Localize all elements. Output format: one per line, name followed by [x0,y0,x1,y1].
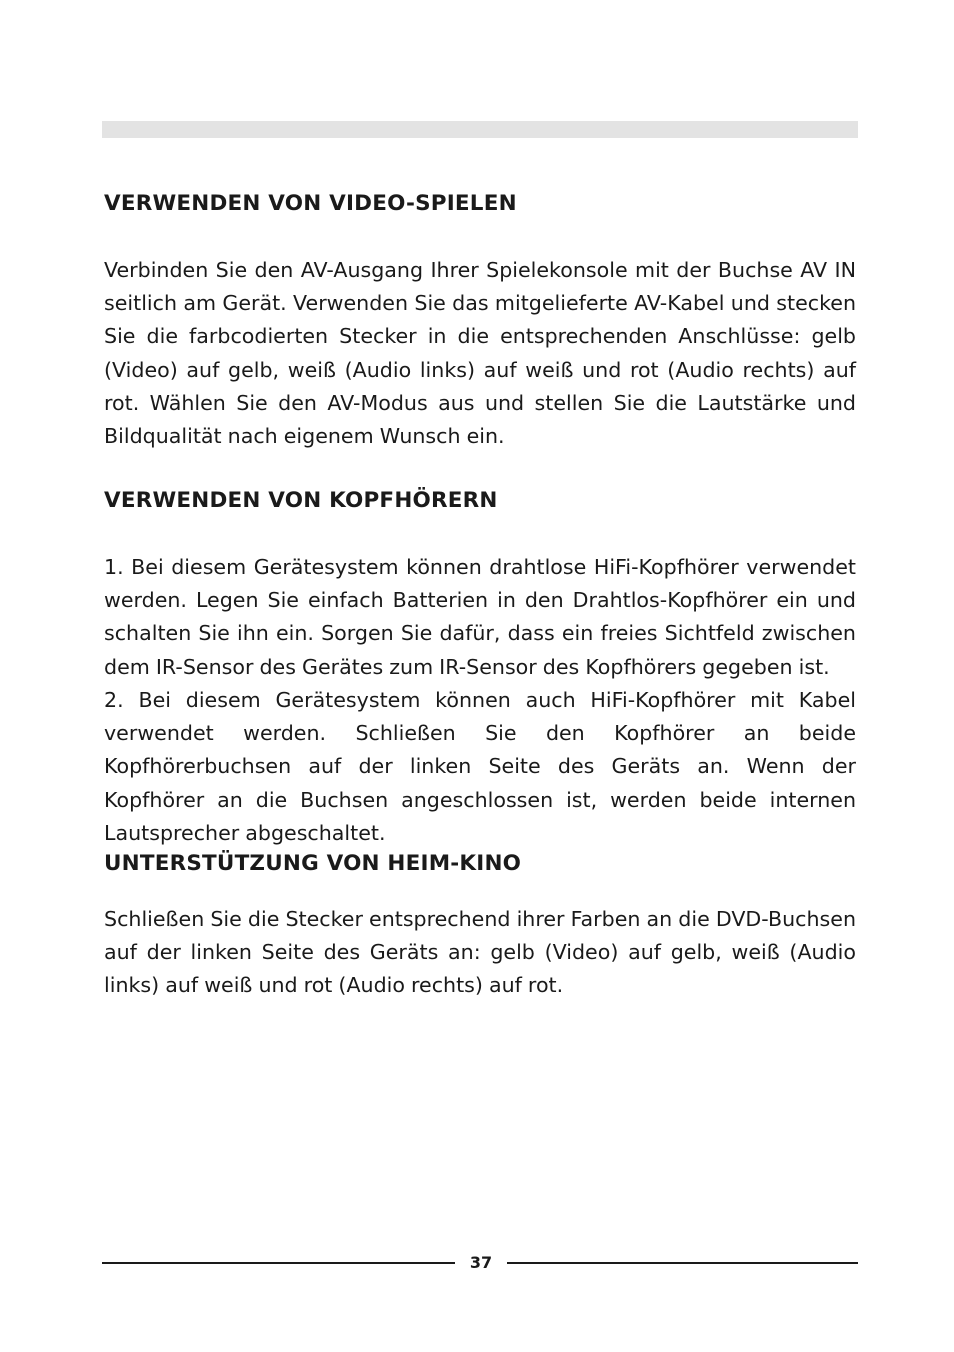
section-paragraph-home-cinema: Schließen Sie die Stecker entsprechend ihrer Farben an die DVD-Buchsen auf der linken Seite des Geräts an: gelb (Video) auf gelb, weiß (Audio links) auf weiß und rot (Audio rechts) auf rot. [104,907,856,998]
footer-rule-right [507,1262,858,1264]
section-paragraph-headphones-1: 1. Bei diesem Gerätesystem können drahtlose HiFi-Kopfhörer verwendet werden. Legen Sie einfach Batterien in den Drahtlos-Kopfhörer ein und schalten Sie ihn ein. Sorgen Sie dafür, dass ein freies Sichtfeld zwischen dem IR-Sensor des Gerätes zum IR-Sensor des Kopfhörers gegeben ist. [104,555,856,679]
footer-rule-left [102,1262,455,1264]
section-heading-home-cinema: UNTERSTÜTZUNG VON HEIM-KINO [104,851,522,876]
section-heading-headphones: VERWENDEN VON KOPFHÖRERN [104,488,498,513]
page-number: 37 [469,1253,493,1272]
header-bar [102,121,858,138]
section-paragraph-video-games: Verbinden Sie den AV-Ausgang Ihrer Spielekonsole mit der Buchse AV IN seitlich am Gerät. Verwenden Sie das mitgelieferte AV-Kabel und stecken Sie die farbcodierten Stecker in die entsprechenden Anschlüsse: gelb (Video) auf gelb, weiß (Audio links) auf weiß und rot (Audio rechts) auf rot. Wählen Sie den AV-Modus aus und stellen Sie die Lautstärke und Bildqualität nach eigenem Wunsch ein. [104,258,856,449]
section-heading-video-games: VERWENDEN VON VIDEO-SPIELEN [104,191,517,216]
section-paragraph-headphones-2: 2. Bei diesem Gerätesystem können auch HiFi-Kopfhörer mit Kabel verwendet werden. Schließen Sie den Kopfhörer an beide Kopfhörerbuchsen auf der linken Seite des Geräts an. Wenn der Kopfhörer an die Buchsen angeschlossen ist, werden beide internen Lautsprecher abgeschaltet. [104,688,856,845]
